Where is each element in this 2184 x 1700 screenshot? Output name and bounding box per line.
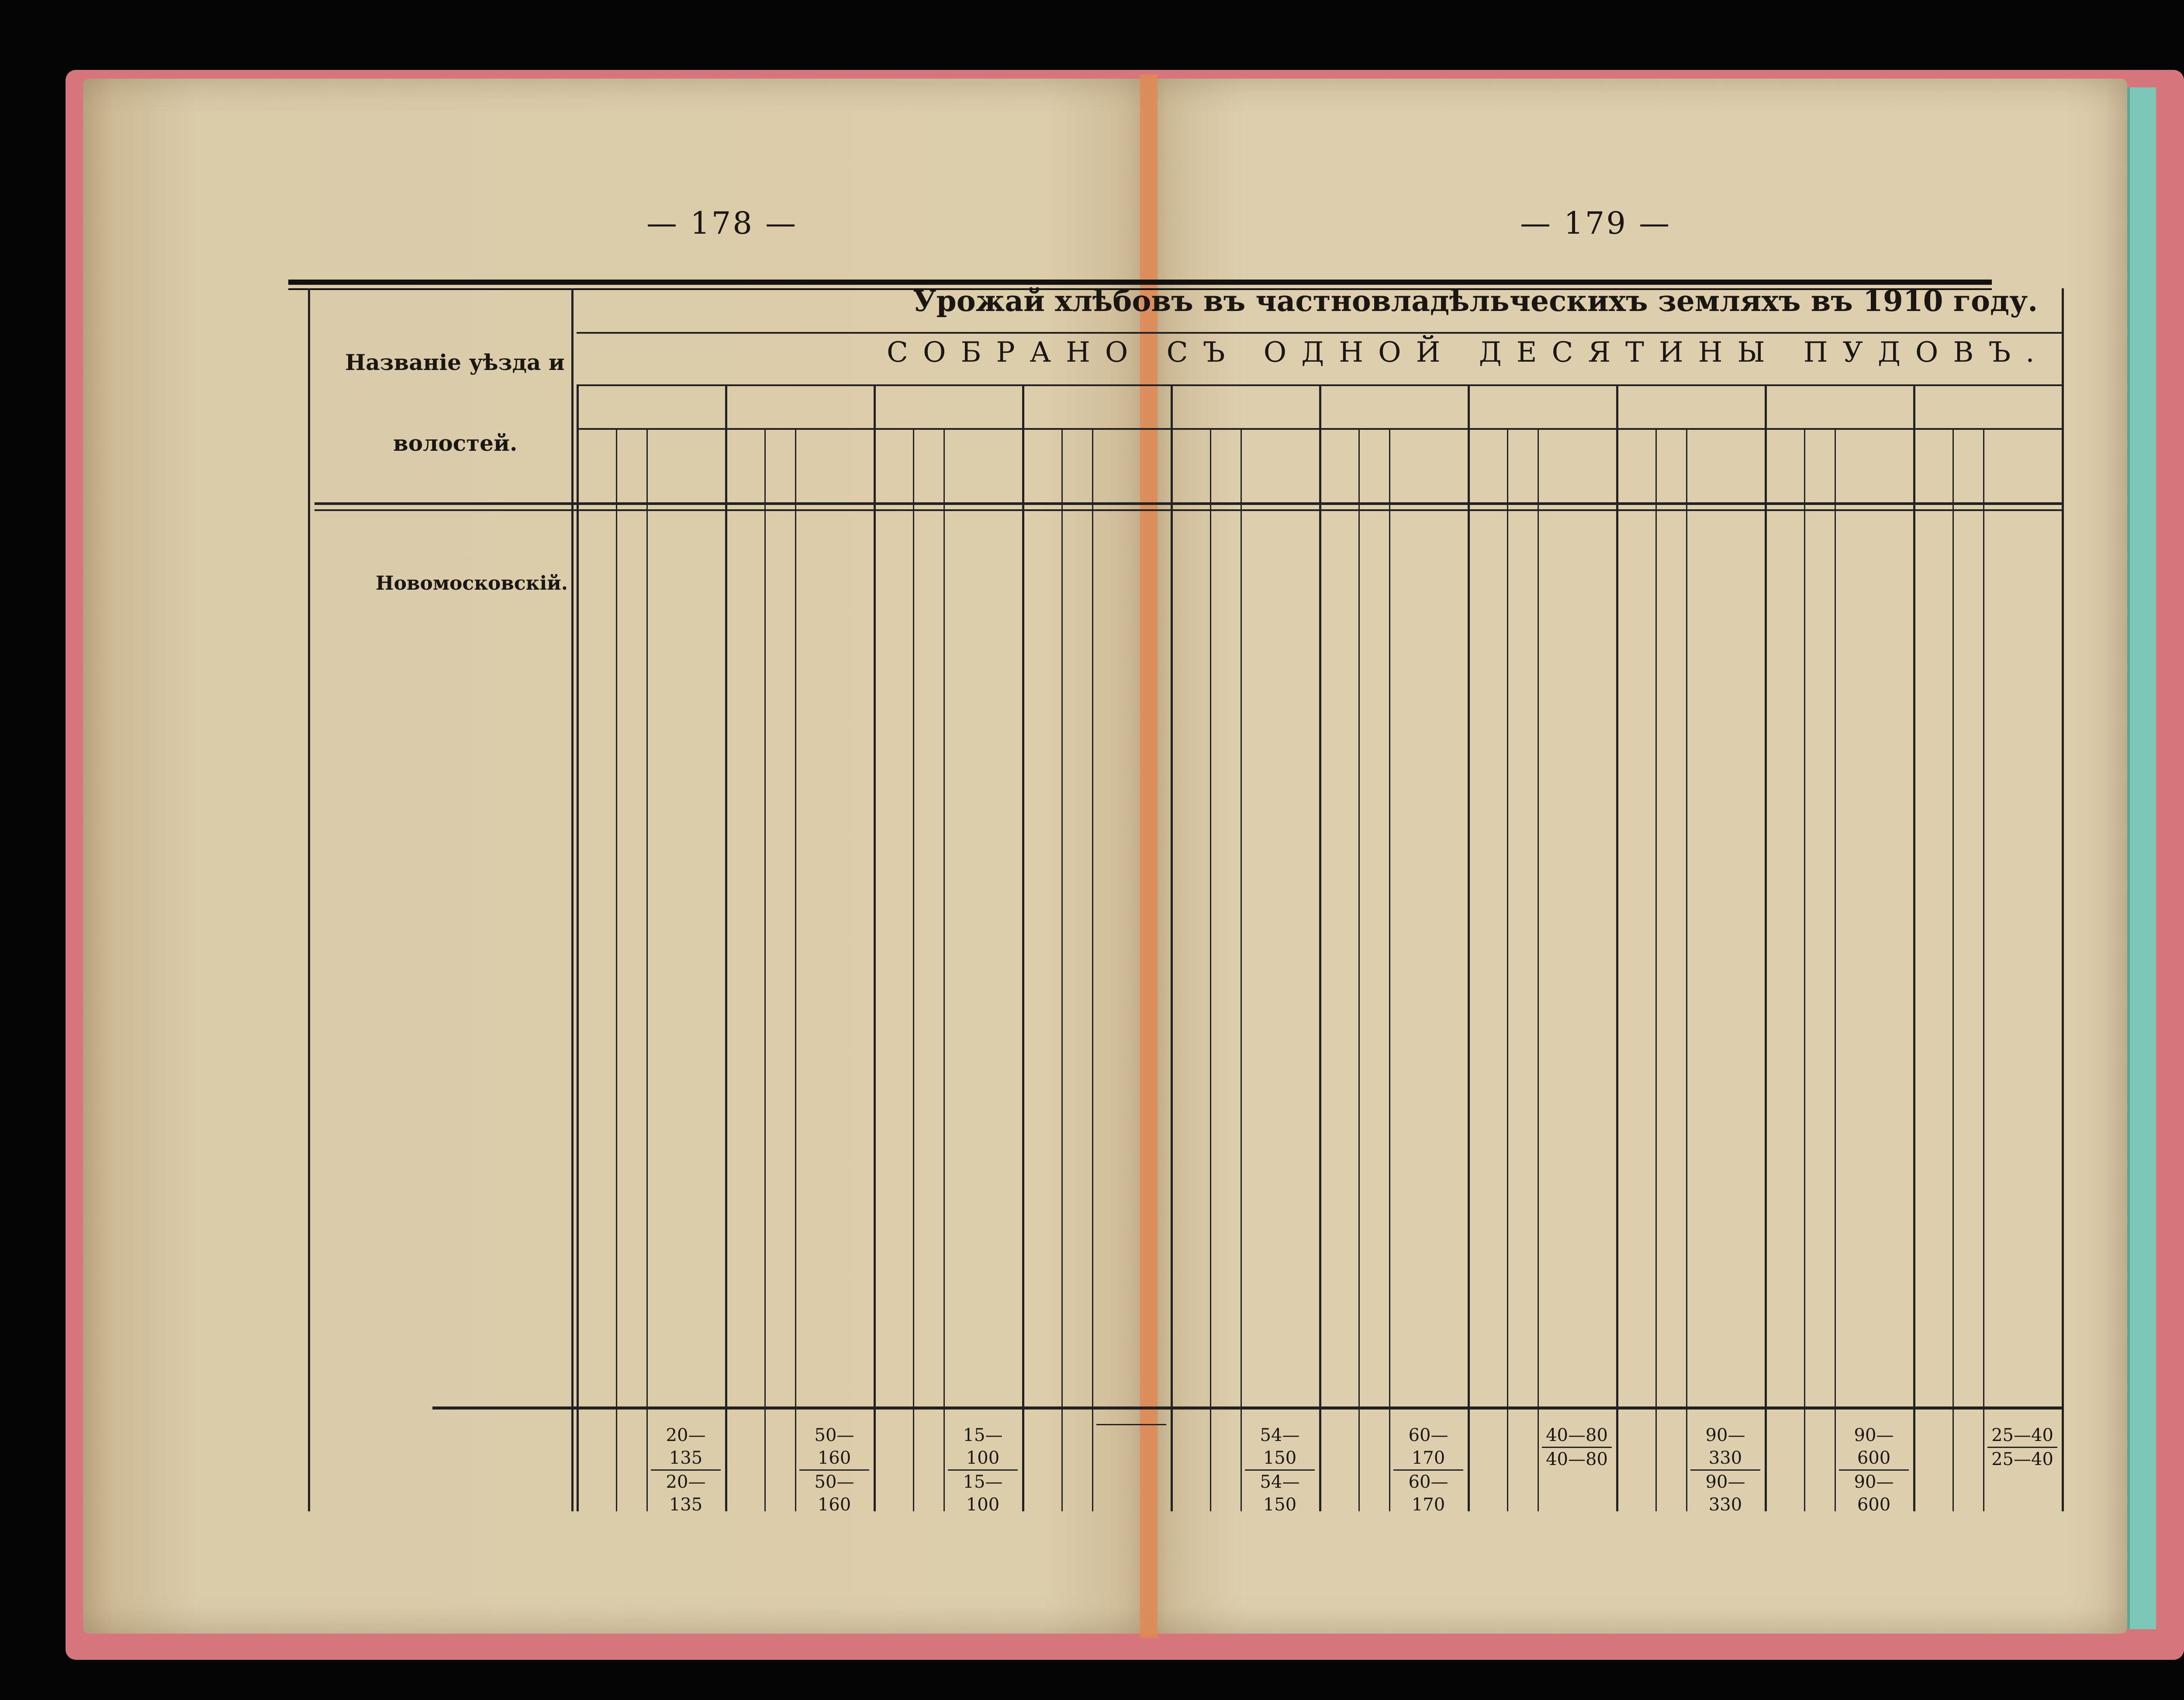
total-range-top xyxy=(1096,1424,1166,1425)
subcolumn-divider xyxy=(795,428,796,1511)
total-range xyxy=(1245,1424,1315,1516)
total-range-top: 54—150 xyxy=(1245,1424,1315,1471)
table-subtitle: СОБРАНО СЪ ОДНОЙ ДЕСЯТИНЫ ПУДОВЪ. xyxy=(887,336,2049,369)
subcolumn-divider xyxy=(1952,428,1954,1511)
total-range-bottom: 25—40 xyxy=(1991,1449,2053,1469)
subcolumn-divider xyxy=(1835,428,1836,1511)
total-range-bottom: 90—330 xyxy=(1705,1472,1745,1515)
total-range-top: 60—170 xyxy=(1393,1424,1463,1471)
subcolumn-divider xyxy=(1358,428,1360,1511)
subcolumn-divider xyxy=(1655,428,1657,1511)
page-number-right: — 179 — xyxy=(1520,205,1672,241)
subcolumn-divider xyxy=(913,428,914,1511)
total-range xyxy=(651,1424,721,1516)
total-range-top: 90—600 xyxy=(1839,1424,1909,1471)
crop-group-divider xyxy=(577,384,579,1511)
name-header-line2: волостей. xyxy=(393,430,518,456)
total-range-bottom: 90—600 xyxy=(1854,1472,1894,1515)
total-range-top: 20—135 xyxy=(651,1424,721,1471)
total-range xyxy=(1393,1424,1463,1516)
subcolumn-divider xyxy=(1686,428,1687,1511)
crop-group-divider xyxy=(1616,384,1618,1511)
crop-group-divider xyxy=(1468,384,1470,1511)
total-range-bottom: 40—80 xyxy=(1546,1449,1608,1469)
crop-group-divider xyxy=(1022,384,1024,1511)
total-range-top: 15—100 xyxy=(948,1424,1018,1471)
name-header-line1: Названіе уѣзда и xyxy=(345,349,565,375)
page-number-left: — 178 — xyxy=(646,205,798,241)
subcolumn-divider xyxy=(646,428,648,1511)
subcolumn-divider xyxy=(764,428,766,1511)
crop-group-divider xyxy=(1913,384,1915,1511)
subcolumn-divider xyxy=(1538,428,1539,1511)
total-range xyxy=(1690,1424,1760,1516)
total-range-bottom: 54—150 xyxy=(1260,1472,1300,1515)
total-range-top: 25—40 xyxy=(1987,1424,2057,1448)
total-range xyxy=(1839,1424,1909,1516)
title-underline xyxy=(577,332,2062,334)
total-range-bottom: 15—100 xyxy=(963,1472,1003,1515)
total-range-bottom: 50—160 xyxy=(814,1472,854,1515)
subcolumn-divider xyxy=(1210,428,1211,1511)
subcolumn-divider xyxy=(1061,428,1063,1511)
total-range-top: 40—80 xyxy=(1542,1424,1612,1448)
total-rule xyxy=(432,1406,2062,1410)
name-column-border xyxy=(571,288,574,1511)
total-range xyxy=(1542,1424,1612,1471)
crop-group-divider xyxy=(1765,384,1767,1511)
total-range-top: 90—330 xyxy=(1690,1424,1760,1471)
crop-group-divider xyxy=(1319,384,1321,1511)
table-title: Урожай хлѣбовъ въ частновладѣльческихъ земляхъ въ 1910 году. xyxy=(913,284,2038,318)
total-range xyxy=(799,1424,869,1516)
crop-group-divider xyxy=(725,384,727,1511)
total-range-bottom: 60—170 xyxy=(1408,1472,1448,1515)
district-name: Новомосковскій. xyxy=(376,572,568,594)
page-edges xyxy=(2127,87,2156,1629)
table-right-border xyxy=(2062,288,2064,1511)
total-range-top: 50—160 xyxy=(799,1424,869,1471)
subcolumn-divider xyxy=(1241,428,1242,1511)
subcolumn-divider xyxy=(1507,428,1508,1511)
total-range xyxy=(1096,1424,1166,1425)
subcolumn-divider xyxy=(1092,428,1093,1511)
total-range xyxy=(1987,1424,2057,1471)
total-range-bottom: 20—135 xyxy=(666,1472,706,1515)
subcolumn-divider xyxy=(943,428,945,1511)
total-range xyxy=(948,1424,1018,1516)
table-left-border xyxy=(308,288,310,1511)
subcolumn-divider xyxy=(616,428,617,1511)
subcolumn-divider xyxy=(1804,428,1805,1511)
crop-group-divider xyxy=(874,384,876,1511)
crop-group-divider xyxy=(1171,384,1173,1511)
subcolumn-divider xyxy=(1389,428,1390,1511)
subcolumn-divider xyxy=(1983,428,1984,1511)
